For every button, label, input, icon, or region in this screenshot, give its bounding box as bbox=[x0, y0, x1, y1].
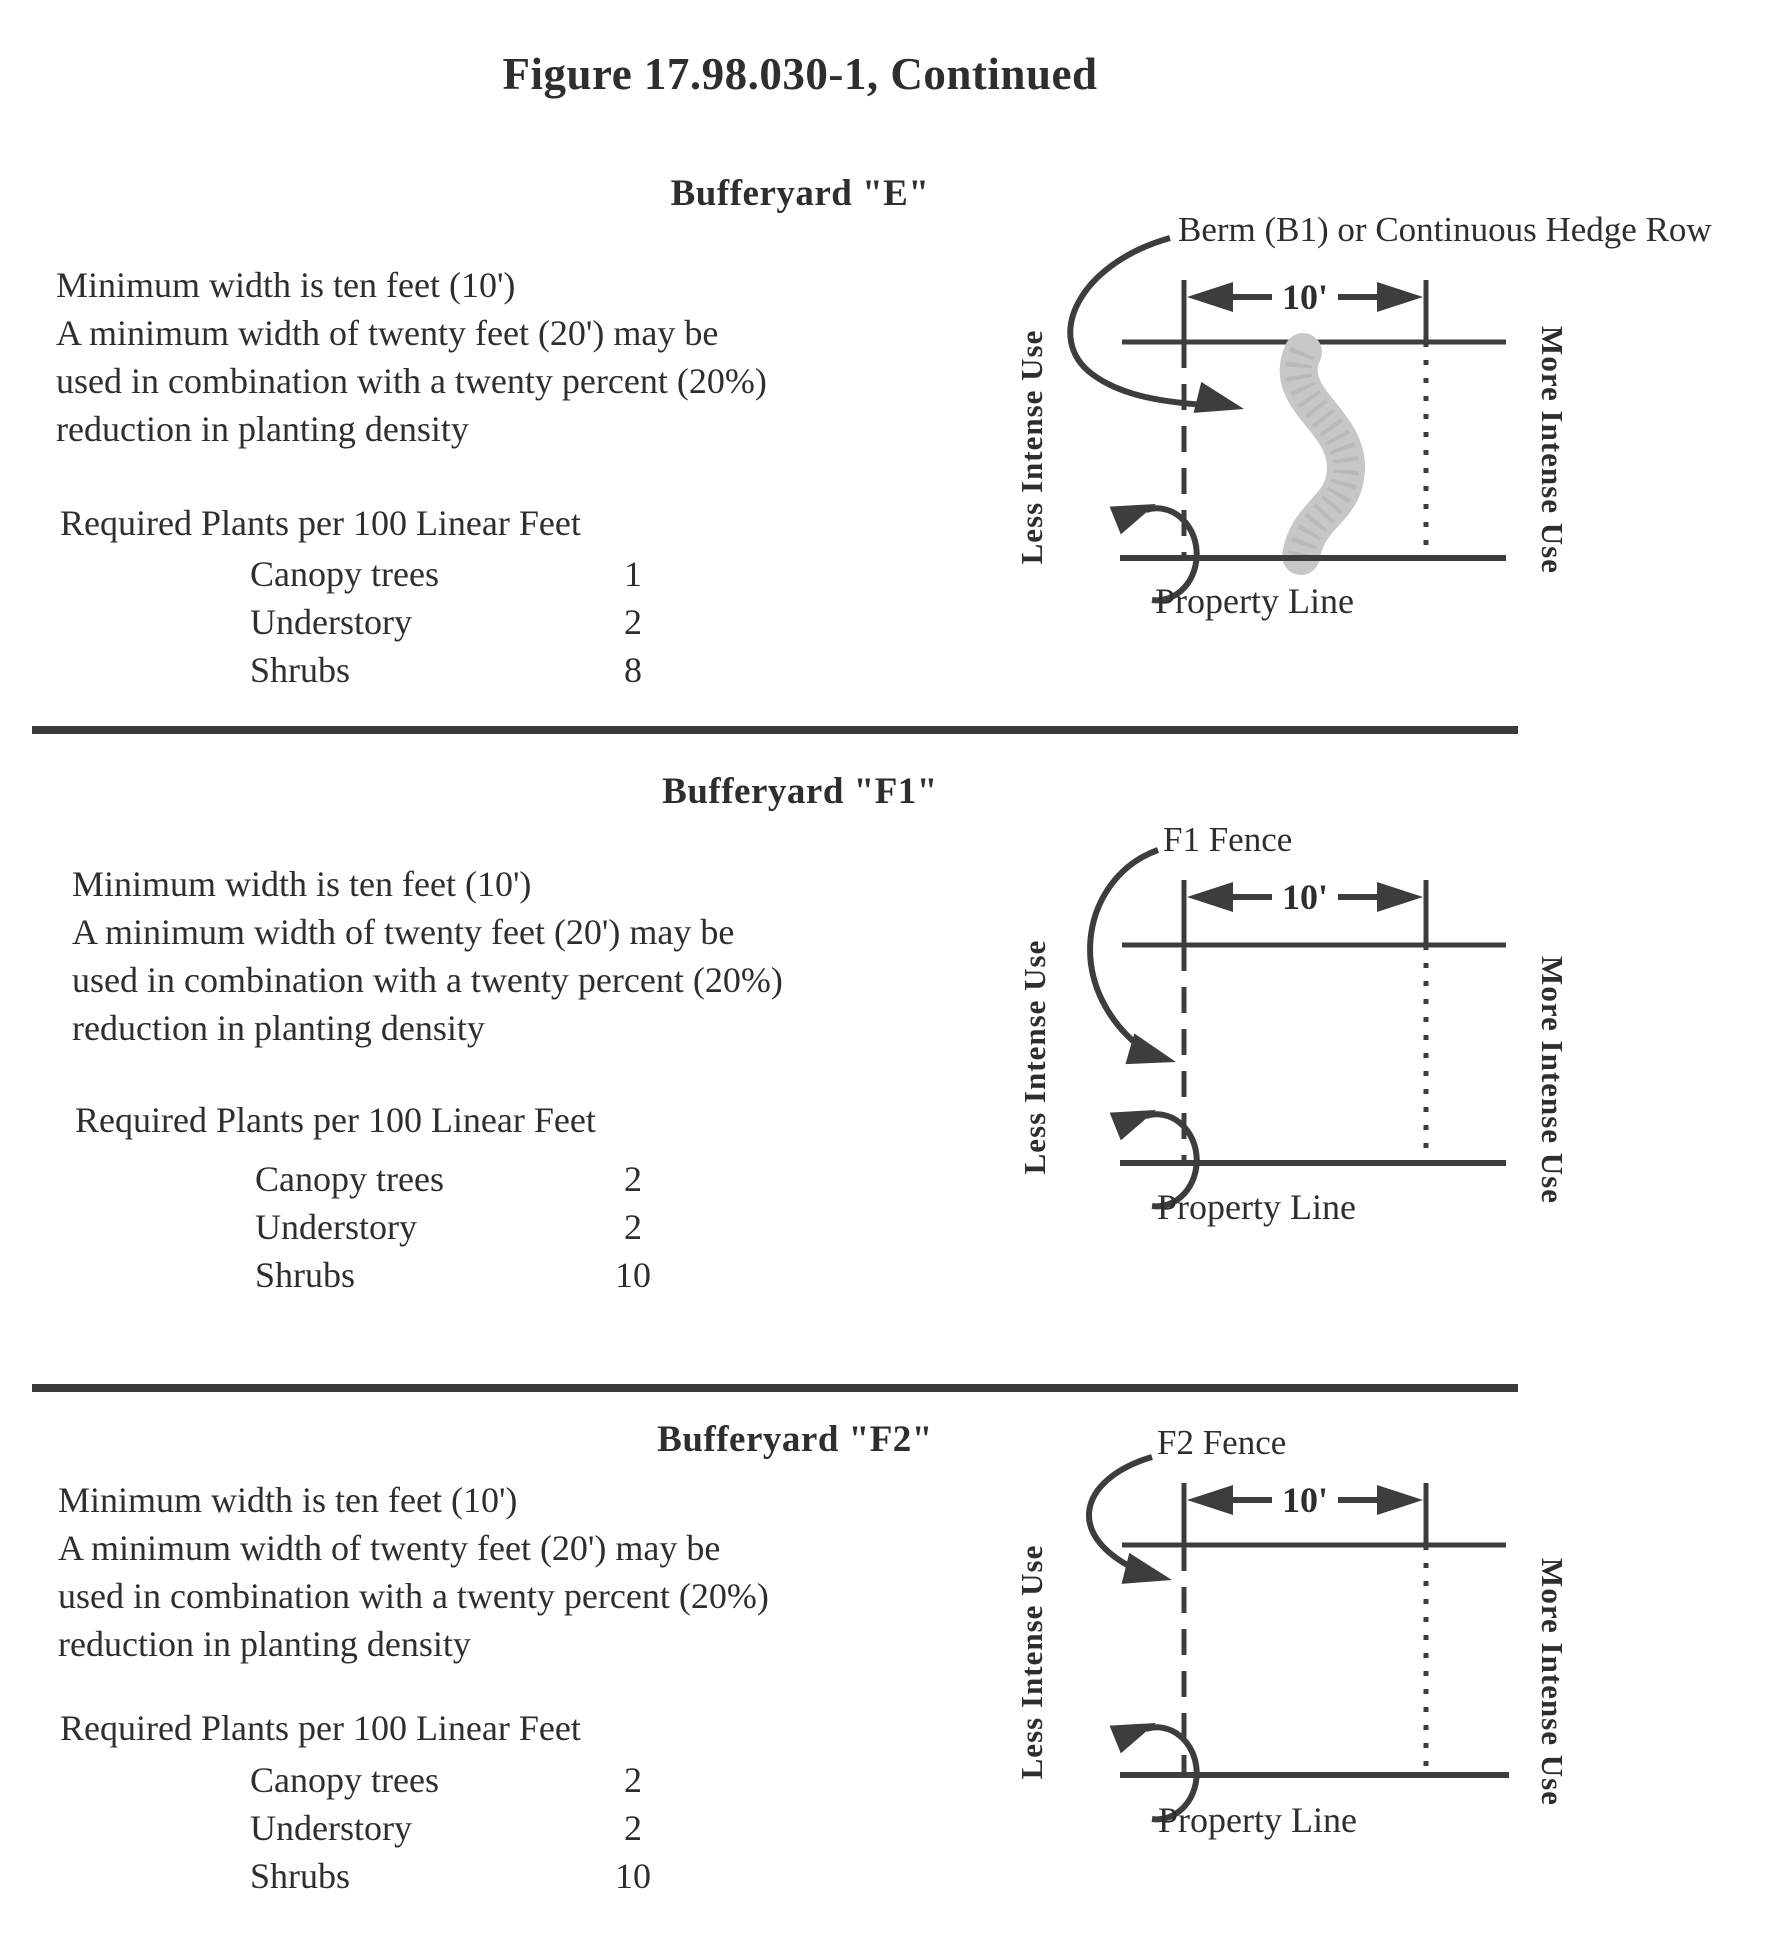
fence-callout-arrow bbox=[1090, 850, 1180, 1077]
plant-name: Understory bbox=[250, 602, 412, 642]
fence-callout-arrow bbox=[1089, 1457, 1176, 1596]
dimension-arrow-left bbox=[1187, 282, 1233, 312]
plant-count: 2 bbox=[624, 602, 642, 642]
width-dimension-label: 10' bbox=[1281, 1480, 1329, 1520]
required-plants-header: Required Plants per 100 Linear Feet bbox=[75, 1100, 596, 1140]
plant-count: 2 bbox=[624, 1207, 642, 1247]
section-e-heading: Bufferyard "E" bbox=[670, 173, 930, 214]
section-divider bbox=[32, 1384, 1518, 1392]
more-intense-use-label: More Intense Use bbox=[1535, 956, 1570, 1204]
plant-name: Shrubs bbox=[250, 650, 351, 690]
berm-callout-arrow bbox=[1070, 238, 1248, 425]
plant-name: Understory bbox=[255, 1207, 417, 1247]
berm-hedge-shape bbox=[1299, 352, 1346, 556]
dimension-arrow-left bbox=[1187, 1485, 1233, 1515]
plant-count: 8 bbox=[624, 650, 642, 690]
dimension-arrow-right bbox=[1377, 282, 1423, 312]
bufferyard-e-diagram bbox=[1000, 160, 1788, 630]
dimension-arrow-right bbox=[1377, 882, 1423, 912]
width-dimension-label: 10' bbox=[1281, 877, 1329, 917]
plant-name: Canopy trees bbox=[255, 1159, 444, 1199]
berm-callout-label: Berm (B1) or Continuous Hedge Row bbox=[1178, 210, 1712, 249]
dimension-arrow-left bbox=[1187, 882, 1233, 912]
property-line-label: Property Line bbox=[1158, 1800, 1357, 1840]
plant-count: 2 bbox=[624, 1159, 642, 1199]
required-plants-header: Required Plants per 100 Linear Feet bbox=[60, 1708, 581, 1748]
description-line: reduction in planting density bbox=[72, 1008, 485, 1048]
description-line: A minimum width of twenty feet (20') may be bbox=[72, 912, 735, 952]
description-line: A minimum width of twenty feet (20') may be bbox=[58, 1528, 721, 1568]
property-line-label: Property Line bbox=[1155, 581, 1354, 621]
plant-name: Canopy trees bbox=[250, 1760, 439, 1800]
less-intense-use-label: Less Intense Use bbox=[1017, 939, 1052, 1175]
section-f2-description bbox=[58, 1476, 769, 1668]
plant-count: 2 bbox=[624, 1808, 642, 1848]
bufferyard-f1-diagram-lines bbox=[1000, 720, 1788, 1260]
plant-name: Understory bbox=[250, 1808, 412, 1848]
section-e-description bbox=[56, 261, 767, 453]
dimension-arrow-right bbox=[1377, 1485, 1423, 1515]
plant-name: Shrubs bbox=[250, 1856, 351, 1896]
description-line: Minimum width is ten feet (10') bbox=[56, 265, 516, 305]
description-line: Minimum width is ten feet (10') bbox=[72, 864, 532, 904]
less-intense-use-label: Less Intense Use bbox=[1014, 1544, 1049, 1780]
description-line: Minimum width is ten feet (10') bbox=[58, 1480, 518, 1520]
bufferyard-f2-diagram bbox=[1000, 1395, 1788, 1957]
bufferyard-f2-diagram-lines bbox=[1000, 1395, 1788, 1957]
fence-callout-label: F2 Fence bbox=[1157, 1423, 1287, 1462]
more-intense-use-label: More Intense Use bbox=[1535, 326, 1570, 574]
property-line-label: Property Line bbox=[1157, 1187, 1356, 1227]
bufferyard-f1-diagram bbox=[1000, 720, 1788, 1260]
description-line: A minimum width of twenty feet (20') may be bbox=[56, 313, 719, 353]
plant-count: 1 bbox=[624, 554, 642, 594]
plant-name: Canopy trees bbox=[250, 554, 439, 594]
description-line: used in combination with a twenty percent (20%) bbox=[58, 1576, 769, 1616]
plant-count: 2 bbox=[624, 1760, 642, 1800]
description-line: reduction in planting density bbox=[56, 409, 469, 449]
description-line: used in combination with a twenty percent (20%) bbox=[72, 960, 783, 1000]
plant-count: 10 bbox=[615, 1255, 651, 1295]
less-intense-use-label: Less Intense Use bbox=[1014, 329, 1049, 565]
description-line: reduction in planting density bbox=[58, 1624, 471, 1664]
required-plants-header: Required Plants per 100 Linear Feet bbox=[60, 503, 581, 543]
description-line: used in combination with a twenty percent (20%) bbox=[56, 361, 767, 401]
section-f1-description bbox=[72, 860, 783, 1052]
section-f2-heading: Bufferyard "F2" bbox=[657, 1419, 933, 1460]
section-f1-heading: Bufferyard "F1" bbox=[662, 771, 938, 812]
fence-callout-label: F1 Fence bbox=[1163, 820, 1293, 859]
plant-count: 10 bbox=[615, 1856, 651, 1896]
width-dimension-label: 10' bbox=[1281, 277, 1329, 317]
plant-name: Shrubs bbox=[255, 1255, 356, 1295]
figure-title: Figure 17.98.030-1, Continued bbox=[502, 49, 1098, 99]
more-intense-use-label: More Intense Use bbox=[1535, 1558, 1570, 1806]
